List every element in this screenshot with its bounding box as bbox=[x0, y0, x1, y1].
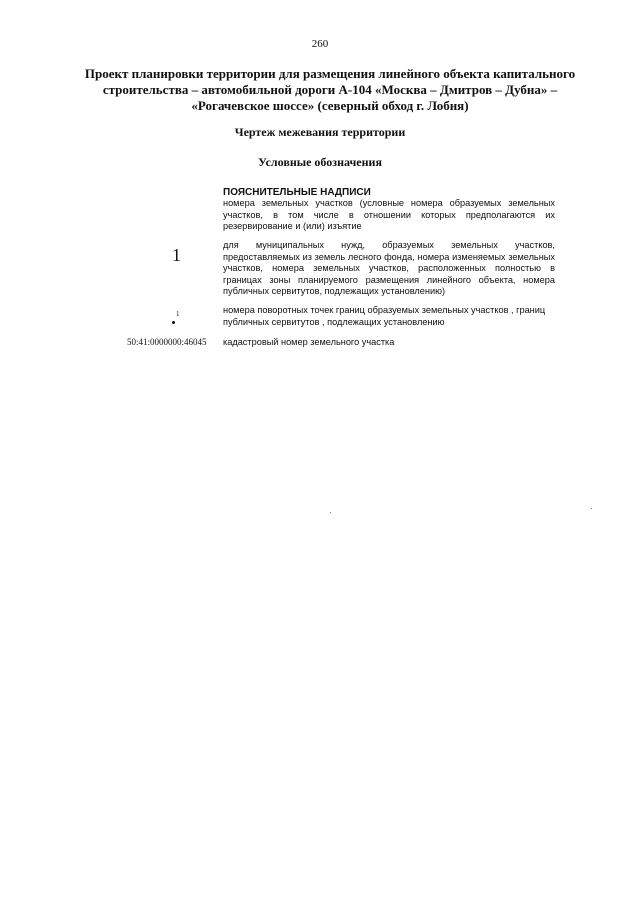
cadastral-number-sample: 50:41:0000000:46045 bbox=[127, 337, 207, 347]
document-title: Проект планировки территории для размещения линейного объекта капитального строительства – автомобильной дороги А-104 «Москва – Дмитров – Дубна» – «Рогачевское шоссе» (северный обход г. Лобня) bbox=[84, 66, 576, 113]
legend-title: Условные обозначения bbox=[258, 155, 382, 169]
scan-speck bbox=[591, 508, 592, 509]
legend-section-heading: ПОЯСНИТЕЛЬНЫЕ НАДПИСИ bbox=[223, 187, 371, 198]
legend-item-turning-points-text: номера поворотных точек границ образуемых земельных участков , границ публичных сервитутов , подлежащих установлению bbox=[223, 305, 546, 327]
legend-item-land-plots-text-part1: номера земельных участков (условные номера образуемых земельных участков, в том числе в отношении которых предполагаются их резервирование и (или) изъятие bbox=[223, 198, 555, 231]
turning-point-number-symbol: 1 bbox=[176, 310, 180, 318]
legend-item-land-plots-text-part2: для муниципальных нужд, образуемых земельных участков, предоставляемых из земель лесного фонда, номера изменяемых земельных участков, номера земельных участков, расположенных полностью в границах зоны планируемого размещения линейного объекта, номера публичных сервитутов, подлежащих установлению) bbox=[223, 240, 555, 296]
scan-speck bbox=[330, 512, 331, 513]
turning-point-dot-icon bbox=[172, 321, 175, 324]
legend-item-cadastral-number-text: кадастровый номер земельного участка bbox=[223, 337, 395, 347]
drawing-title: Чертеж межевания территории bbox=[234, 125, 406, 139]
page-number: 260 bbox=[311, 38, 329, 50]
land-plot-number-symbol: 1 bbox=[172, 245, 181, 265]
